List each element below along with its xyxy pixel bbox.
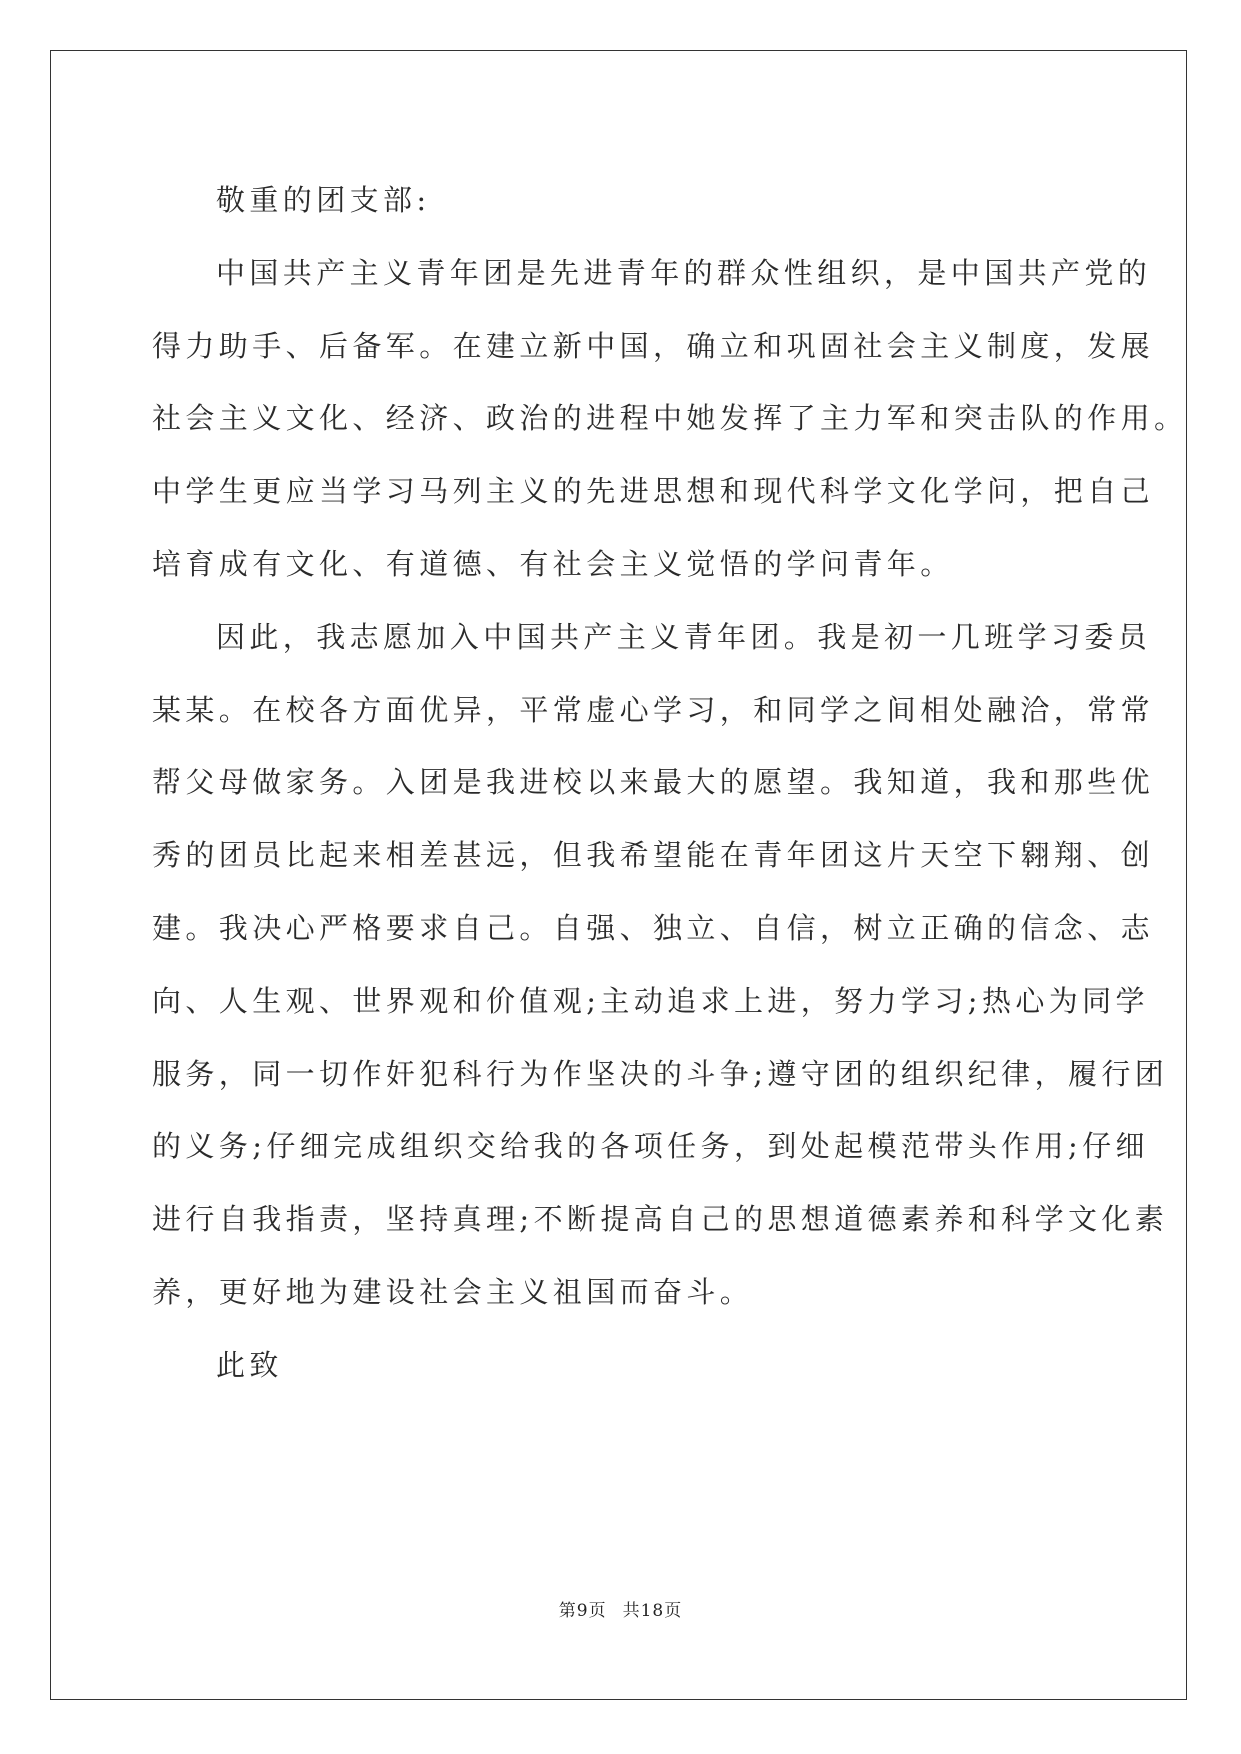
letter-line: 此致	[216, 1347, 283, 1382]
letter-line: 培育成有文化、有道德、有社会主义觉悟的学问青年。	[152, 546, 954, 581]
letter-line: 秀的团员比起来相差甚远，但我希望能在青年团这片天空下翱翔、创	[152, 838, 1155, 873]
letter-line: 某某。在校各方面优异，平常虚心学习，和同学之间相处融洽，常常	[152, 692, 1155, 727]
letter-line: 得力助手、后备军。在建立新中国，确立和巩固社会主义制度，发展	[152, 328, 1155, 363]
letter-line: 中学生更应当学习马列主义的先进思想和现代科学文化学问，把自己	[152, 474, 1155, 509]
letter-line: 帮父母做家务。入团是我进校以来最大的愿望。我知道，我和那些优	[152, 765, 1155, 800]
letter-line: 的义务;仔细完成组织交给我的各项任务，到处起模范带头作用;仔细	[152, 1129, 1149, 1164]
letter-line: 因此，我志愿加入中国共产主义青年团。我是初一几班学习委员	[216, 619, 1152, 654]
letter-line: 中国共产主义青年团是先进青年的群众性组织，是中国共产党的	[216, 255, 1152, 290]
letter-line: 建。我决心严格要求自己。自强、独立、自信，树立正确的信念、志	[152, 910, 1155, 945]
letter-line: 敬重的团支部:	[216, 183, 431, 217]
page-footer	[0, 1596, 1241, 1621]
page-total: 共18页	[622, 1601, 683, 1621]
letter-line: 服务，同一切作奸犯科行为作坚决的斗争;遵守团的组织纪律，履行团	[152, 1056, 1169, 1091]
letter-line: 进行自我指责，坚持真理;不断提高自己的思想道德素养和科学文化素	[152, 1202, 1169, 1237]
letter-line: 养，更好地为建设社会主义祖国而奋斗。	[152, 1274, 754, 1309]
letter-body	[152, 164, 1188, 1402]
page-number: 第9页	[558, 1601, 607, 1621]
letter-line: 社会主义文化、经济、政治的进程中她发挥了主力军和突击队的作用。	[152, 401, 1188, 436]
letter-line: 向、人生观、世界观和价值观;主动追求上进，努力学习;热心为同学	[152, 983, 1149, 1018]
